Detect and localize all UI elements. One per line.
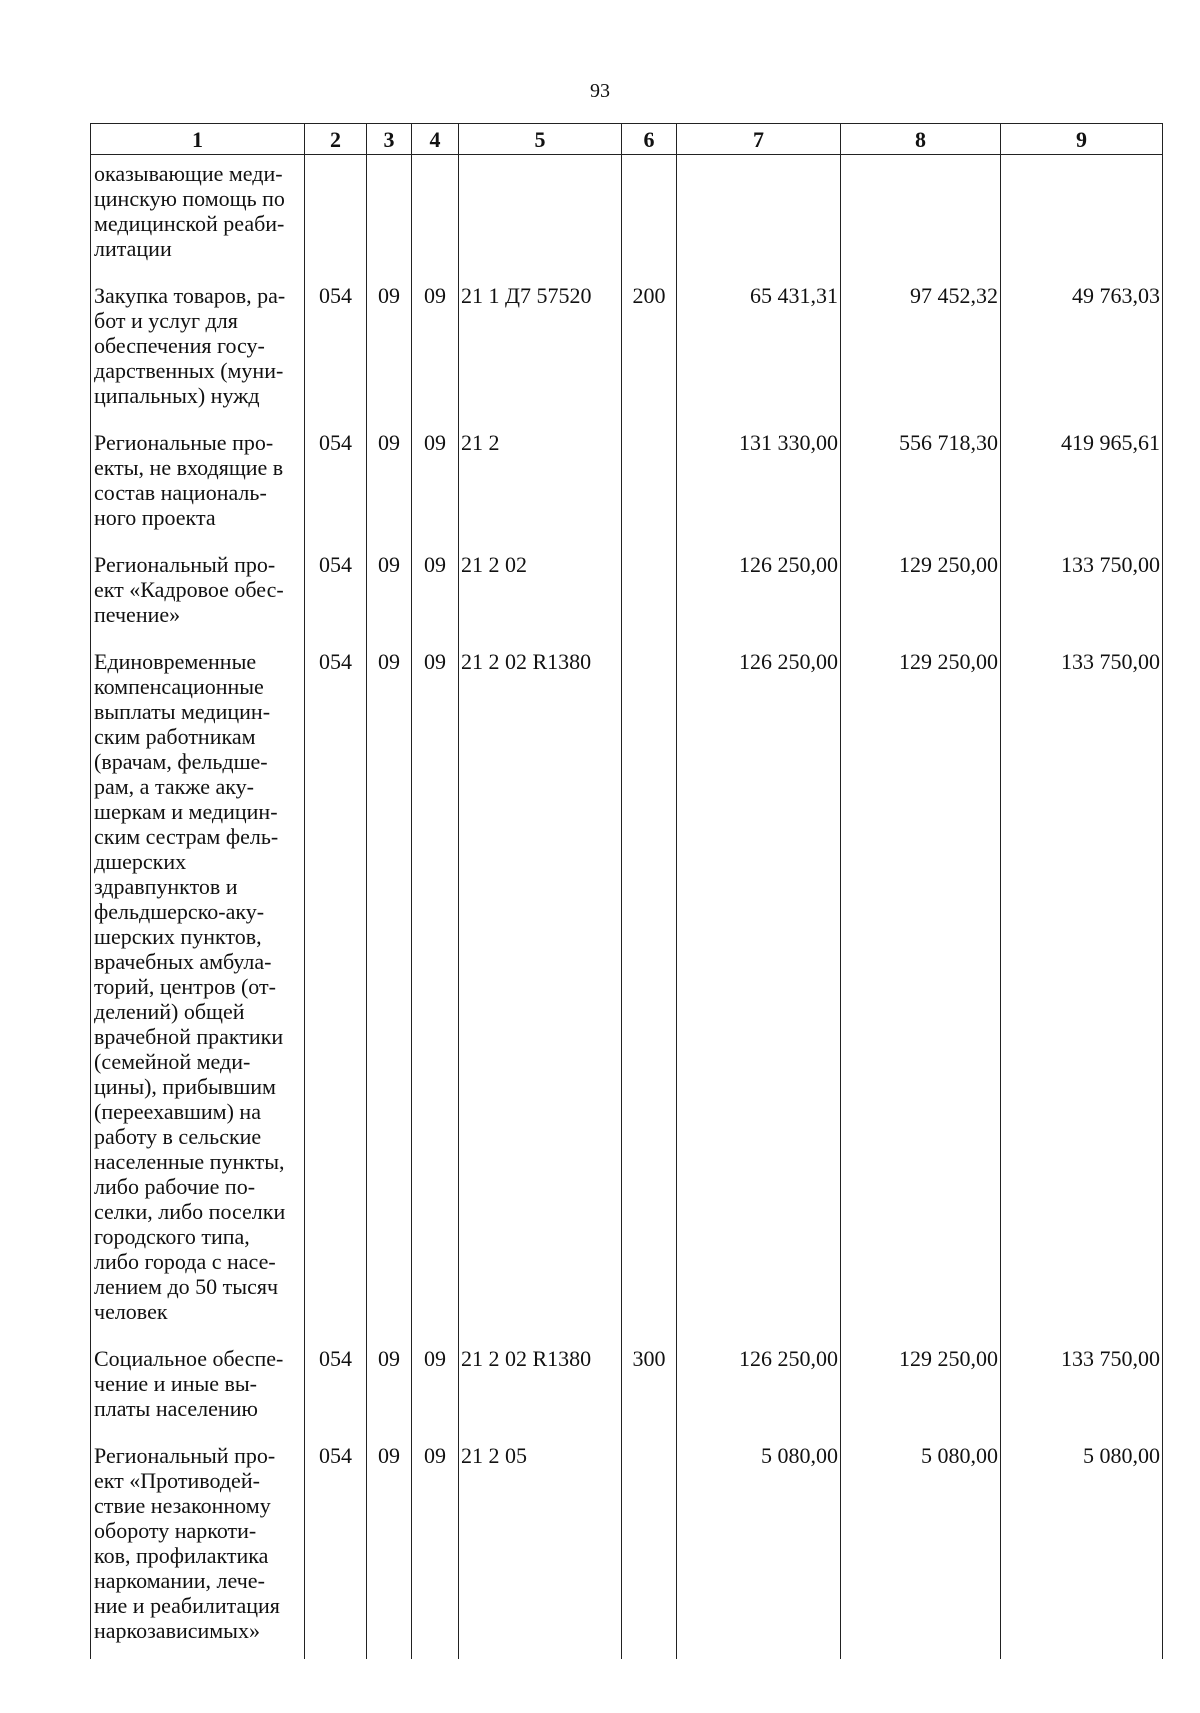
row-expense-type-cell: 300 (622, 1346, 677, 1443)
row-amount-col9: 133 750,00 (1001, 552, 1163, 649)
row-amount-col7 (677, 155, 841, 284)
row-name: Региональный про- ект «Кадровое обес- печение» (94, 552, 284, 627)
row-expense-type-cell (622, 1443, 677, 1659)
row-target-article-cell: 21 2 02 (459, 552, 622, 649)
header-col-3: 3 (367, 124, 412, 155)
row-code-cell: 054 (305, 283, 367, 430)
row-expense-type-cell: 200 (622, 283, 677, 430)
row-expense-type-cell (622, 552, 677, 649)
row-amount-col9: 49 763,03 (1001, 283, 1163, 430)
row-name: Социальное обеспе- чение и иные вы- платы населению (94, 1346, 284, 1421)
row-amount-col9: 419 965,61 (1001, 430, 1163, 552)
row-subsection-cell: 09 (412, 430, 459, 552)
row-name-cell (91, 649, 305, 1346)
row-amount-col7: 131 330,00 (677, 430, 841, 552)
row-target-article-cell: 21 2 02 R1380 (459, 649, 622, 1346)
header-col-9: 9 (1001, 124, 1163, 155)
row-amount-col8: 129 250,00 (841, 649, 1001, 1346)
row-name-cell (91, 1346, 305, 1443)
row-name-cell (91, 552, 305, 649)
row-name-cell (91, 1443, 305, 1659)
row-amount-col7: 126 250,00 (677, 649, 841, 1346)
row-section-cell: 09 (367, 649, 412, 1346)
table-row (91, 1443, 1163, 1659)
row-name: Региональные про- екты, не входящие в состав националь- ного проекта (94, 430, 284, 530)
row-amount-col7: 65 431,31 (677, 283, 841, 430)
row-amount-col7: 5 080,00 (677, 1443, 841, 1659)
table-row (91, 155, 1163, 284)
row-expense-type-cell (622, 649, 677, 1346)
row-subsection-cell: 09 (412, 649, 459, 1346)
row-name-cell (91, 430, 305, 552)
row-section-cell: 09 (367, 430, 412, 552)
row-subsection-cell: 09 (412, 1443, 459, 1659)
row-expense-type-cell (622, 430, 677, 552)
row-code-cell: 054 (305, 552, 367, 649)
row-name: Региональный про- ект «Противодей- ствие незаконному обороту наркоти- ков, профилактика наркомании, лече- ние и реабилитация наркозависимых» (94, 1443, 280, 1643)
row-amount-col8: 556 718,30 (841, 430, 1001, 552)
row-code-cell: 054 (305, 649, 367, 1346)
table-row (91, 1346, 1163, 1443)
row-section-cell: 09 (367, 1346, 412, 1443)
header-col-1: 1 (91, 124, 305, 155)
budget-table (90, 123, 1163, 1659)
row-amount-col8: 129 250,00 (841, 1346, 1001, 1443)
row-section-cell: 09 (367, 1443, 412, 1659)
row-section-cell: 09 (367, 552, 412, 649)
row-amount-col8 (841, 155, 1001, 284)
row-amount-col8: 97 452,32 (841, 283, 1001, 430)
row-target-article-cell: 21 1 Д7 57520 (459, 283, 622, 430)
header-col-8: 8 (841, 124, 1001, 155)
row-amount-col9: 133 750,00 (1001, 1346, 1163, 1443)
row-amount-col8: 5 080,00 (841, 1443, 1001, 1659)
row-code-cell (305, 155, 367, 284)
row-amount-col9: 133 750,00 (1001, 649, 1163, 1346)
table-row (91, 649, 1163, 1346)
header-col-4: 4 (412, 124, 459, 155)
header-col-2: 2 (305, 124, 367, 155)
row-section-cell: 09 (367, 283, 412, 430)
row-target-article-cell: 21 2 02 R1380 (459, 1346, 622, 1443)
header-col-7: 7 (677, 124, 841, 155)
row-code-cell: 054 (305, 430, 367, 552)
row-amount-col7: 126 250,00 (677, 552, 841, 649)
row-target-article-cell: 21 2 (459, 430, 622, 552)
row-name-cell (91, 155, 305, 284)
header-row (91, 124, 1163, 155)
row-code-cell: 054 (305, 1346, 367, 1443)
row-section-cell (367, 155, 412, 284)
row-amount-col7: 126 250,00 (677, 1346, 841, 1443)
row-subsection-cell (412, 155, 459, 284)
row-expense-type-cell (622, 155, 677, 284)
row-amount-col9 (1001, 155, 1163, 284)
row-target-article-cell: 21 2 05 (459, 1443, 622, 1659)
table-row (91, 552, 1163, 649)
row-code-cell: 054 (305, 1443, 367, 1659)
row-amount-col8: 129 250,00 (841, 552, 1001, 649)
row-name: Закупка товаров, ра- бот и услуг для обеспечения госу- дарственных (муни- ципальных) нужд (94, 283, 286, 408)
header-col-5: 5 (459, 124, 622, 155)
row-subsection-cell: 09 (412, 1346, 459, 1443)
row-amount-col9: 5 080,00 (1001, 1443, 1163, 1659)
header-col-6: 6 (622, 124, 677, 155)
row-subsection-cell: 09 (412, 552, 459, 649)
row-name: Единовременные компенсационные выплаты медицин- ским работникам (врачам, фельдше- рам, а также аку- шеркам и медицин- ским сестрам фель- дшерских здравпунктов и фельдшерско-аку- шерских пунктов, врачебных амбула- торий, центров (от- делений) общей врачебной практики (семейной меди- цины), прибывшим (переехавшим) на работу в сельские населенные пункты, либо рабочие по- селки, либо поселки городского типа, либо города с насе- лением до 50 тысяч человек (94, 649, 286, 1324)
row-subsection-cell: 09 (412, 283, 459, 430)
page-number: 93 (590, 80, 610, 102)
row-name: оказывающие меди- цинскую помощь по медицинской реаби- литации (94, 161, 285, 261)
table-row (91, 430, 1163, 552)
table-row (91, 283, 1163, 430)
row-target-article-cell (459, 155, 622, 284)
row-name-cell (91, 283, 305, 430)
